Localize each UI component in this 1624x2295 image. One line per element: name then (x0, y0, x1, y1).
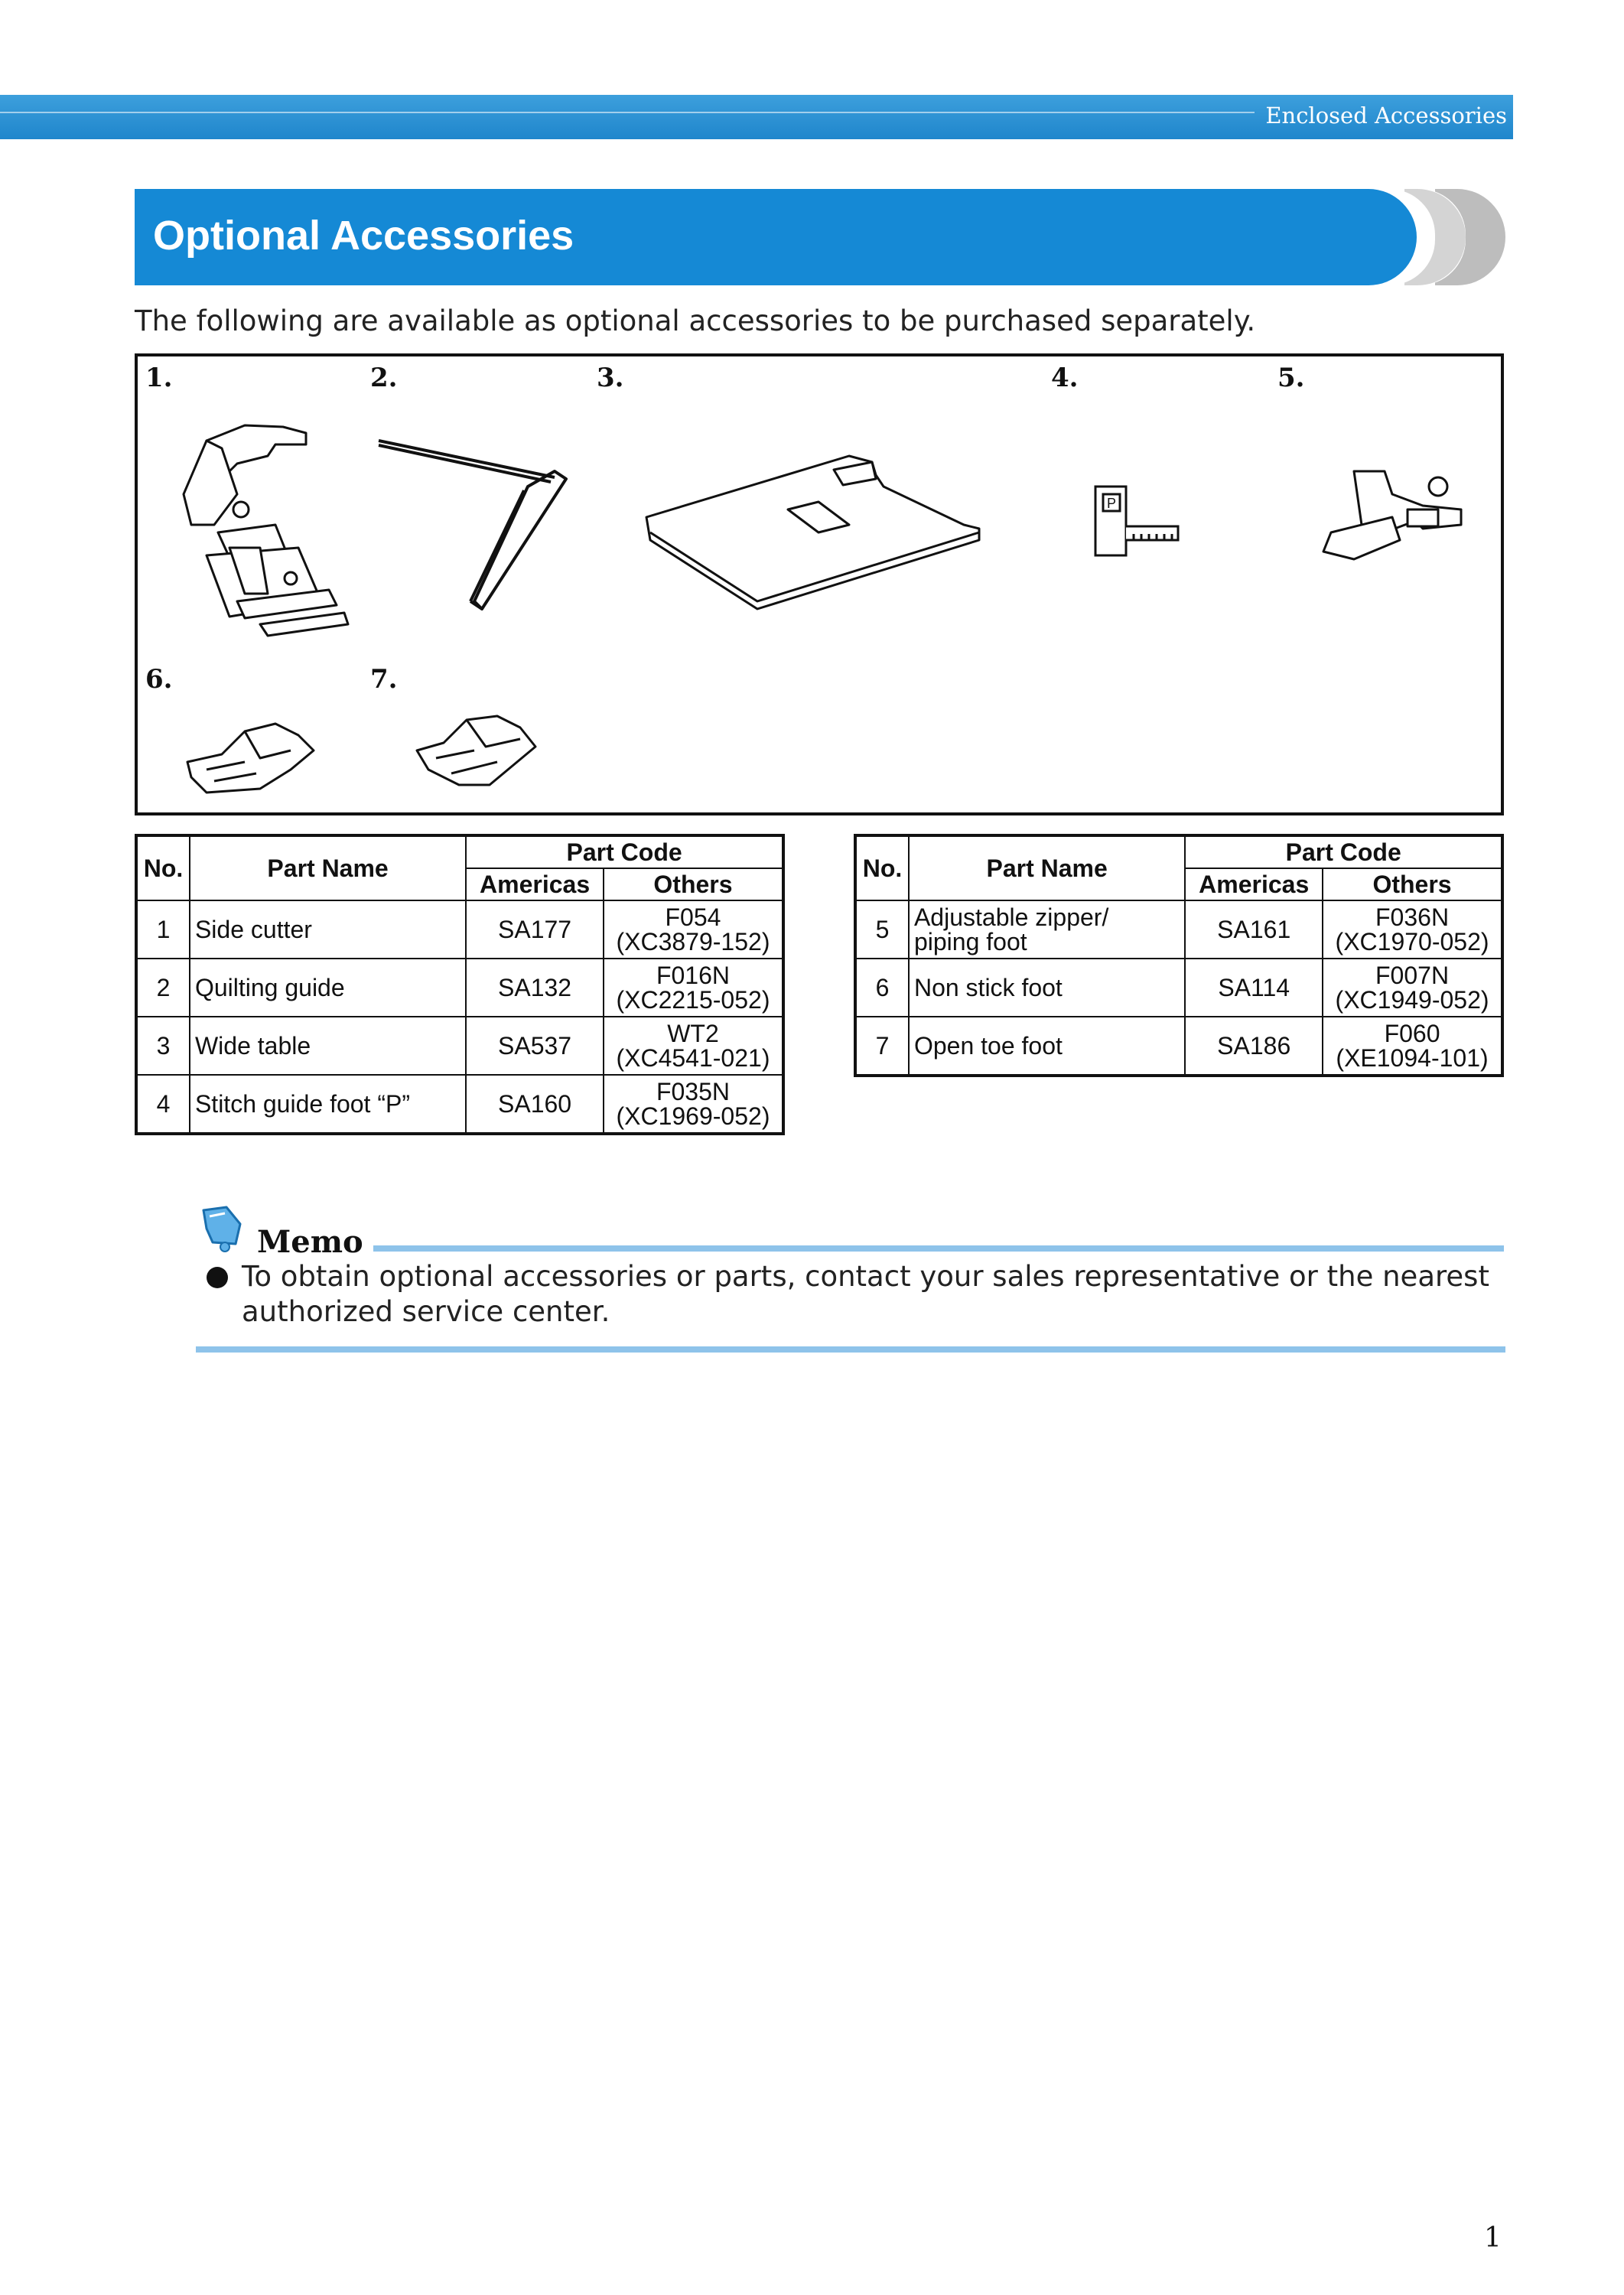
header-lines (0, 112, 1255, 115)
name-line-1: Adjustable zipper/ (913, 903, 1109, 931)
row-americas: SA132 (466, 959, 604, 1017)
others-subcode: (XC3879-152) (616, 928, 770, 955)
memo-rule (373, 1245, 1504, 1252)
others-code: F016N (656, 962, 730, 989)
row-no: 2 (136, 959, 190, 1017)
row-name: Non stick foot (909, 959, 1185, 1017)
header-part-code: Part Code (1185, 835, 1502, 868)
figure-label-2: 2. (370, 363, 398, 393)
others-subcode: (XC4541-021) (616, 1044, 770, 1072)
header-americas: Americas (1185, 868, 1323, 900)
row-others (604, 959, 783, 1017)
intro-text: The following are available as optional accessories to be purchased separately. (135, 304, 1256, 337)
quilting-guide-icon (375, 425, 581, 617)
stitch-guide-foot-icon (1086, 479, 1186, 563)
row-americas: SA161 (1185, 900, 1323, 959)
others-code: F054 (665, 903, 721, 931)
zipper-foot-icon (1308, 464, 1476, 571)
row-americas: SA160 (466, 1075, 604, 1134)
header-part-code: Part Code (466, 835, 783, 868)
others-code: F036N (1375, 903, 1450, 931)
row-no: 5 (855, 900, 909, 959)
row-no: 7 (855, 1017, 909, 1076)
row-americas: SA537 (466, 1017, 604, 1075)
table-row (136, 1017, 783, 1075)
row-name: Wide table (190, 1017, 466, 1075)
row-no: 4 (136, 1075, 190, 1134)
header-no: No. (855, 835, 909, 900)
row-name (909, 900, 1185, 959)
parts-table-left (135, 834, 785, 1135)
page-title: Optional Accessories (153, 213, 574, 259)
row-name: Stitch guide foot “P” (190, 1075, 466, 1134)
figure-label-5: 5. (1277, 363, 1305, 393)
title-banner (135, 189, 1512, 288)
figure-label-7: 7. (370, 664, 398, 695)
header-americas: Americas (466, 868, 604, 900)
row-no: 1 (136, 900, 190, 959)
header-others: Others (1323, 868, 1502, 900)
table-row (855, 900, 1502, 959)
wide-table-icon (643, 448, 987, 617)
memo-text: To obtain optional accessories or parts, contact your sales representative or the nearest authorized service center. (242, 1260, 1489, 1328)
table-row (855, 959, 1502, 1017)
row-others (1323, 959, 1502, 1017)
others-subcode: (XC1970-052) (1335, 928, 1489, 955)
table-row (136, 959, 783, 1017)
memo-bell-icon (196, 1201, 249, 1255)
title-bar (135, 189, 1417, 285)
row-others (604, 1017, 783, 1075)
bullet-icon (207, 1267, 228, 1288)
memo-bottom-rule (196, 1346, 1505, 1353)
figure-label-3: 3. (597, 363, 624, 393)
others-subcode: (XC1969-052) (616, 1102, 770, 1130)
section-label: Enclosed Accessories (1265, 103, 1507, 129)
row-americas: SA114 (1185, 959, 1323, 1017)
figure-label-6: 6. (145, 664, 173, 695)
table-row (136, 1075, 783, 1134)
row-others (1323, 900, 1502, 959)
header-others: Others (604, 868, 783, 900)
row-others (604, 1075, 783, 1134)
others-subcode: (XE1094-101) (1336, 1044, 1489, 1072)
row-others (1323, 1017, 1502, 1076)
non-stick-foot-icon (184, 716, 329, 800)
table-row (855, 1017, 1502, 1076)
row-name: Side cutter (190, 900, 466, 959)
others-subcode: (XC2215-052) (616, 986, 770, 1014)
name-line-2: piping foot (913, 928, 1027, 955)
figure-label-1: 1. (145, 363, 173, 393)
header-bar (0, 95, 1513, 139)
others-code: WT2 (667, 1020, 719, 1047)
memo-title: Memo (257, 1224, 363, 1260)
row-others (604, 900, 783, 959)
header-part-name: Part Name (190, 835, 466, 900)
accessories-figure (135, 353, 1504, 815)
header-no: No. (136, 835, 190, 900)
row-americas: SA186 (1185, 1017, 1323, 1076)
others-code: F007N (1375, 962, 1450, 989)
others-code: F035N (656, 1078, 730, 1105)
row-name: Open toe foot (909, 1017, 1185, 1076)
foot-letter: P (1107, 496, 1117, 511)
header-part-name: Part Name (909, 835, 1185, 900)
side-cutter-icon (161, 410, 352, 647)
row-no: 3 (136, 1017, 190, 1075)
table-row (136, 900, 783, 959)
row-no: 6 (855, 959, 909, 1017)
row-name: Quilting guide (190, 959, 466, 1017)
parts-table-right (854, 834, 1504, 1077)
others-code: F060 (1384, 1020, 1440, 1047)
others-subcode: (XC1949-052) (1335, 986, 1489, 1014)
row-americas: SA177 (466, 900, 604, 959)
page-number: 1 (1484, 2222, 1502, 2254)
open-toe-foot-icon (413, 708, 543, 793)
figure-label-4: 4. (1051, 363, 1079, 393)
